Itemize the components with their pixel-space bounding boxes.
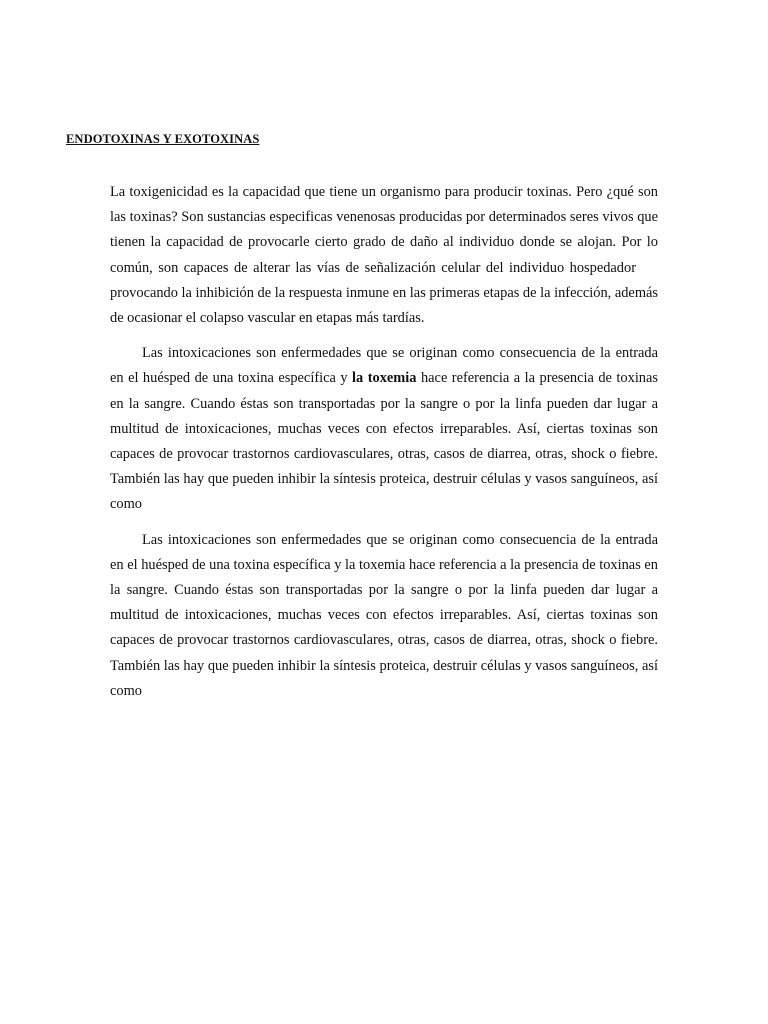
paragraph-2-text-before: Las intoxicaciones son enfermedades que se originan como consecuencia de la entrada en el huésped de una toxina específica y [110, 345, 658, 387]
document-body [110, 180, 658, 714]
paragraph-1-text-b: provocando la inhibición de la respuesta inmune en las primeras etapas de la infección, además de ocasionar el colapso vascular en etapas más tardías. [110, 284, 658, 327]
paragraph-1 [110, 180, 658, 331]
paragraph-1-text-a: La toxigenicidad es la capacidad que tiene un organismo para producir toxinas. Pero ¿qué son las toxinas? Son sustancias especificas venenosas producidas por determinados seres vivos que tienen la capacidad de provocarle cierto grado de daño al individuo donde se alojan. Por lo común, son capaces de alterar las vías de señalización celular del individuo hospedador [110, 184, 658, 276]
paragraph-2-text-after: hace referencia a la presencia de toxinas en la sangre. Cuando éstas son transportadas por la sangre o por la linfa pueden dar lugar a multitud de intoxicaciones, muchas veces con efectos irreparables. Así, ciertas toxinas son capaces de provocar trastornos cardiovasculares, otras, casos de diarrea, otras, shock o fiebre. También las hay que pueden inhibir la síntesis proteica, destruir células y vasos sanguíneos, así como [110, 370, 658, 513]
paragraph-3: Las intoxicaciones son enfermedades que se originan como consecuencia de la entrada en el huésped de una toxina específica y la toxemia hace referencia a la presencia de toxinas en la sangre. Cuando éstas son transportadas por la sangre o por la linfa pueden dar lugar a multitud de intoxicaciones, muchas veces con efectos irreparables. Así, ciertas toxinas son capaces de provocar trastornos cardiovasculares, otras, casos de diarrea, otras, shock o fiebre. También las hay que pueden inhibir la síntesis proteica, destruir células y vasos sanguíneos, así como [110, 531, 658, 699]
paragraph-2-bold-term: la toxemia [352, 370, 417, 387]
paragraph-2 [110, 341, 658, 517]
document-title: ENDOTOXINAS Y EXOTOXINAS [66, 132, 260, 146]
